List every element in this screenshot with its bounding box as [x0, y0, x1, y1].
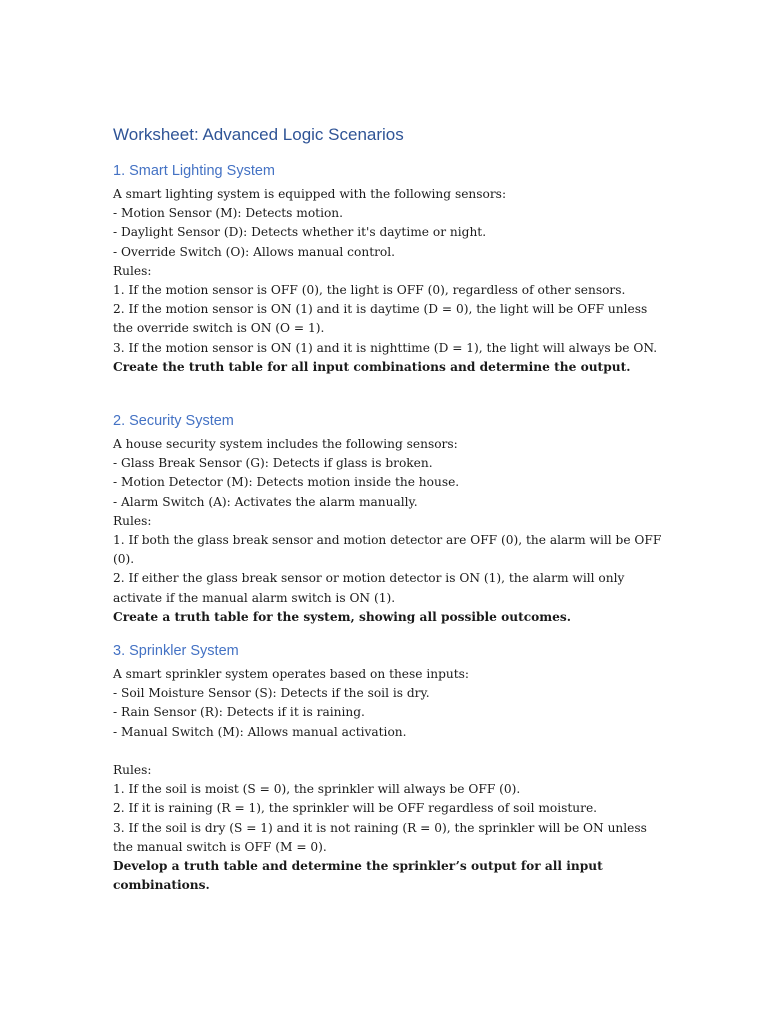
instruction-text: Create the truth table for all input combinations and determine the output.: [113, 359, 631, 374]
body-text-line: - Motion Detector (M): Detects motion inside the house.: [113, 475, 460, 490]
worksheet-page: [113, 124, 663, 895]
section-body: [113, 435, 663, 627]
instruction-text: Create a truth table for the system, showing all possible outcomes.: [113, 609, 572, 624]
body-text-line: Rules:: [113, 263, 152, 278]
body-text-line: 1. If both the glass break sensor and motion detector are OFF (0), the alarm will be OFF (0).: [113, 533, 662, 567]
body-text-line: 2. If either the glass break sensor or motion detector is ON (1), the alarm will only activate if the manual alarm switch is ON (1).: [113, 571, 625, 605]
body-text-line: 3. If the soil is dry (S = 1) and it is not raining (R = 0), the sprinkler will be ON unless the manual switch is OFF (M = 0).: [113, 820, 647, 854]
body-text-line: 2. If the motion sensor is ON (1) and it is daytime (D = 0), the light will be OFF unless the override switch is ON (O = 1).: [113, 302, 648, 336]
body-text-line: - Glass Break Sensor (G): Detects if glass is broken.: [113, 456, 433, 471]
section-heading: 2. Security System: [113, 413, 234, 430]
document-title: Worksheet: Advanced Logic Scenarios: [113, 125, 404, 144]
body-text-line: A smart sprinkler system operates based on these inputs:: [113, 667, 470, 682]
section-body: [113, 185, 663, 377]
body-text-line: Rules:: [113, 763, 152, 778]
section-heading: 3. Sprinkler System: [113, 643, 239, 660]
body-text-line: - Motion Sensor (M): Detects motion.: [113, 206, 344, 221]
blank-line: [113, 742, 663, 761]
section-heading: 1. Smart Lighting System: [113, 163, 275, 179]
body-text-line: - Soil Moisture Sensor (S): Detects if the soil is dry.: [113, 686, 430, 701]
instruction-text: Develop a truth table and determine the sprinkler’s output for all input combinations.: [113, 859, 603, 893]
body-text-line: 3. If the motion sensor is ON (1) and it is nighttime (D = 1), the light will always be ON.: [113, 340, 658, 355]
body-text-line: A house security system includes the following sensors:: [113, 437, 458, 452]
body-text-line: 1. If the motion sensor is OFF (0), the light is OFF (0), regardless of other sensors.: [113, 283, 626, 298]
body-text-line: - Override Switch (O): Allows manual control.: [113, 244, 396, 259]
body-text-line: 2. If it is raining (R = 1), the sprinkler will be OFF regardless of soil moisture.: [113, 801, 598, 816]
body-text-line: 1. If the soil is moist (S = 0), the sprinkler will always be OFF (0).: [113, 782, 521, 797]
section-sprinkler-system: [113, 641, 663, 895]
section-smart-lighting: [113, 161, 663, 377]
section-security-system: [113, 411, 663, 627]
body-text-line: A smart lighting system is equipped with the following sensors:: [113, 187, 507, 201]
body-text-line: Rules:: [113, 513, 152, 528]
body-text-line: - Rain Sensor (R): Detects if it is raining.: [113, 705, 365, 720]
body-text-line: - Alarm Switch (A): Activates the alarm manually.: [113, 494, 418, 509]
body-text-line: - Manual Switch (M): Allows manual activation.: [113, 724, 407, 739]
body-text-line: - Daylight Sensor (D): Detects whether it's daytime or night.: [113, 225, 487, 240]
section-body: [113, 665, 663, 895]
